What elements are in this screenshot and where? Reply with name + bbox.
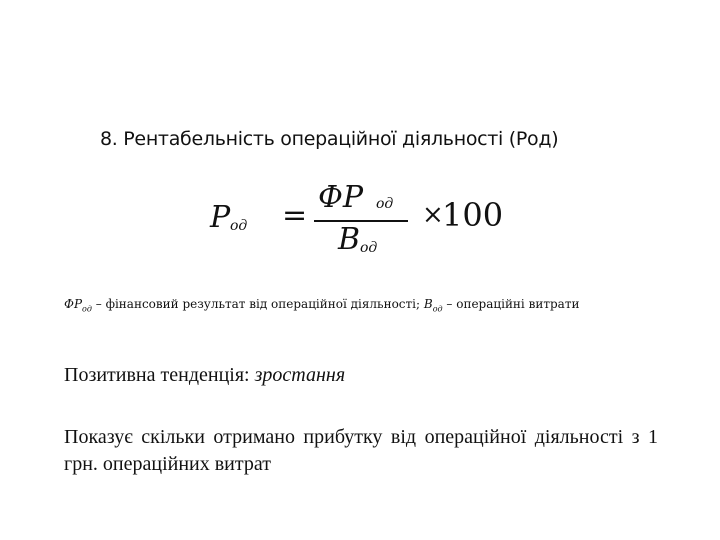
profitability-formula xyxy=(200,178,530,268)
legend-text-b: – операційні витрати xyxy=(442,297,580,311)
formula-times: × xyxy=(422,200,444,230)
legend-term-b-sub: од xyxy=(432,304,443,314)
formula-denominator-subscript: од xyxy=(360,240,378,256)
formula-numerator-subscript: од xyxy=(376,196,394,212)
description: Показує скільки отримано прибутку від операційної діяльності з 1 грн. операційних витрат xyxy=(64,426,658,475)
formula-equals: = xyxy=(282,198,308,233)
formula-lhs-subscript: од xyxy=(230,218,248,234)
slide-title: 8. Рентабельність операційної діяльності (Род) xyxy=(100,128,559,150)
formula-numerator: ФP xyxy=(318,180,364,215)
formula-multiplier: 100 xyxy=(442,196,504,234)
formula-lhs: P xyxy=(210,200,231,235)
legend-term-fr: ФР xyxy=(64,297,83,311)
trend-value: зростання xyxy=(254,364,346,386)
formula-denominator: B xyxy=(338,222,361,257)
legend-text-fr: – фінансовий результат від операційної діяльності; xyxy=(91,297,424,311)
legend-term-b: В xyxy=(423,297,433,311)
trend-line xyxy=(64,364,345,387)
legend-term-fr-sub: од xyxy=(82,304,92,314)
fraction-bar xyxy=(314,220,408,222)
trend-label: Позитивна тенденція: xyxy=(64,364,255,386)
formula-legend xyxy=(64,294,658,319)
